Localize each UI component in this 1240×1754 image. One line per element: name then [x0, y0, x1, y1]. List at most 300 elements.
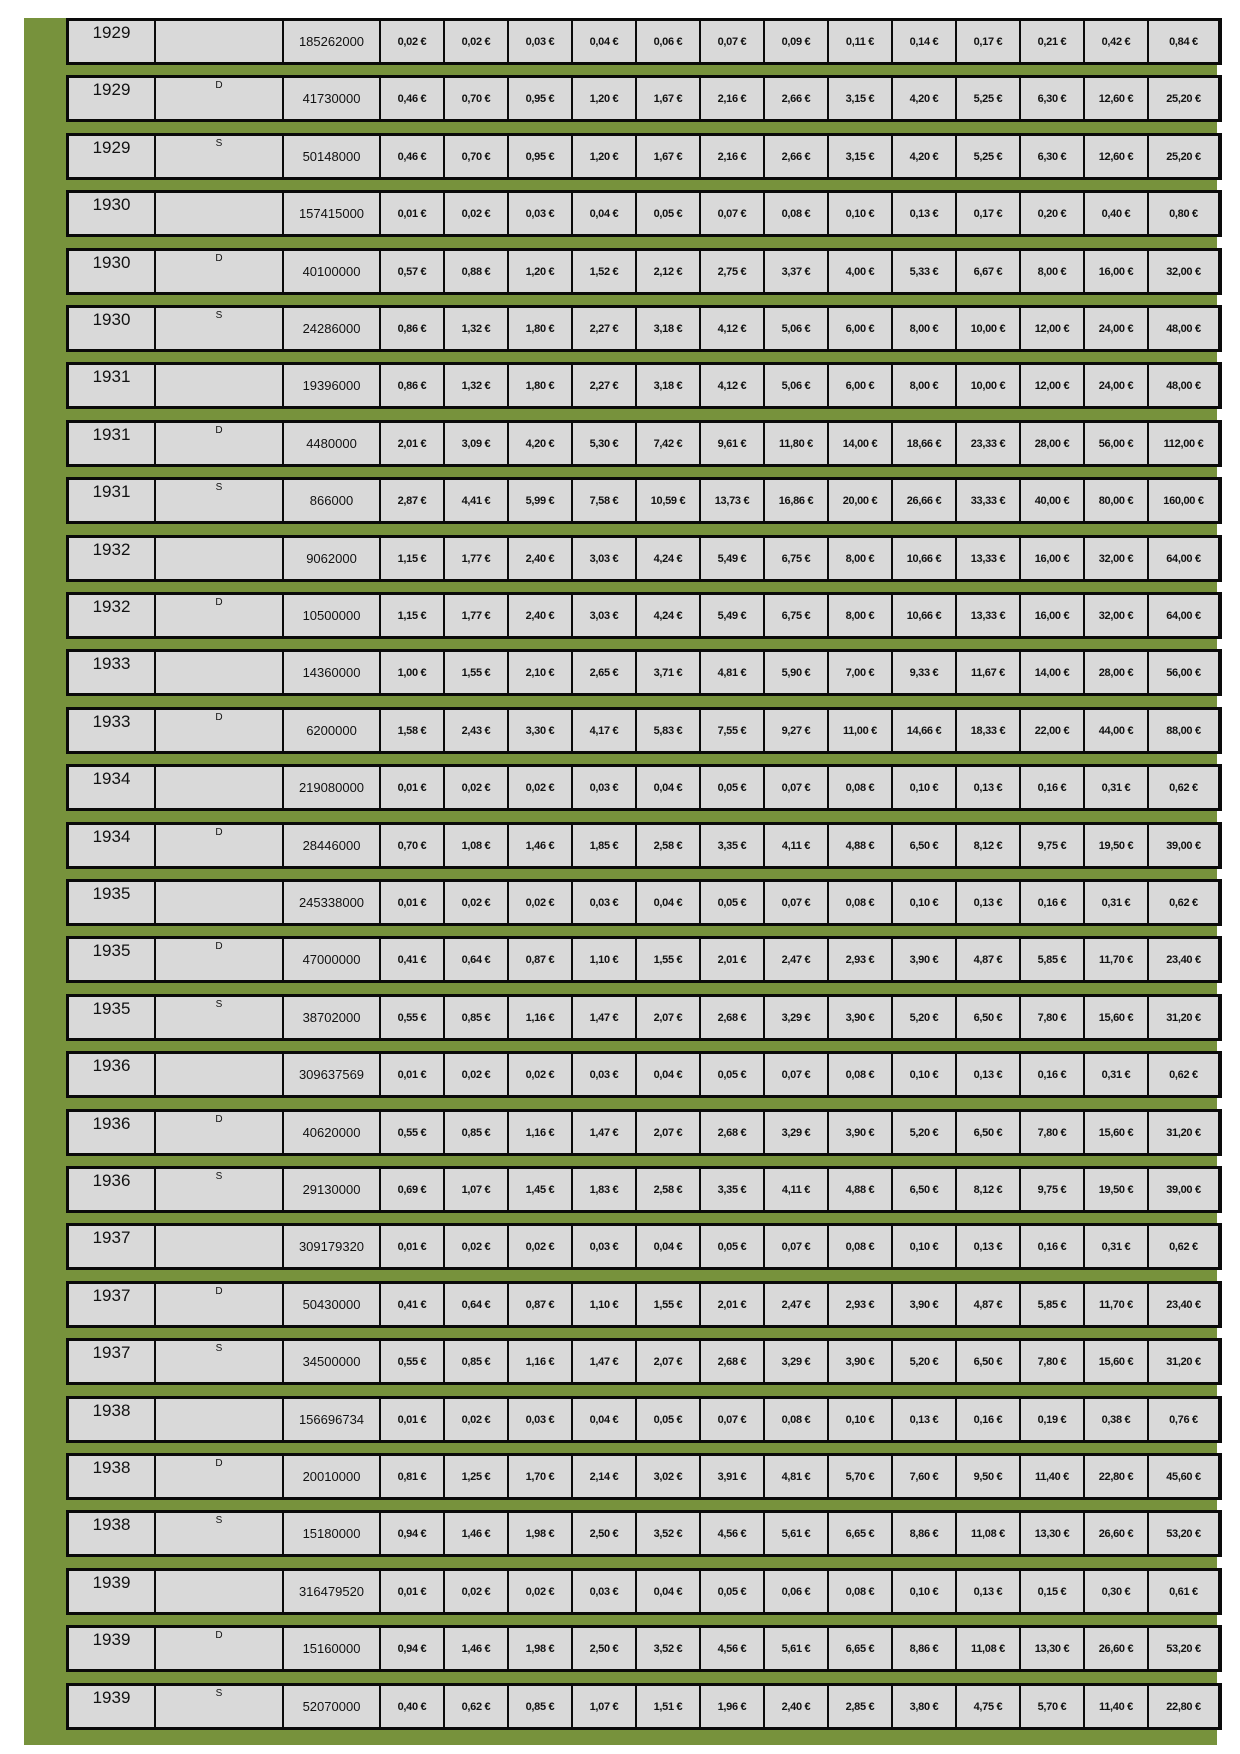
price-cell: 0,81 €: [381, 1456, 445, 1497]
price-cell: 0,01 €: [381, 1054, 445, 1095]
mint-mark-cell: S: [156, 1686, 284, 1727]
price-cell: 18,33 €: [957, 710, 1021, 751]
price-cell: 5,61 €: [765, 1513, 829, 1554]
price-cell: 0,04 €: [573, 21, 637, 62]
mintage-cell: 41730000: [284, 78, 381, 119]
price-cell: 23,40 €: [1149, 1284, 1218, 1325]
price-cell: 8,86 €: [893, 1513, 957, 1554]
price-cell: 9,75 €: [1021, 1169, 1085, 1210]
table-row: [66, 1568, 1222, 1615]
price-cell: 13,33 €: [957, 595, 1021, 636]
price-cell: 32,00 €: [1085, 538, 1149, 579]
price-cell: 0,04 €: [637, 1571, 701, 1612]
price-cell: 56,00 €: [1149, 652, 1218, 693]
price-cell: 31,20 €: [1149, 1112, 1218, 1153]
price-cell: 5,70 €: [1021, 1686, 1085, 1727]
price-cell: 0,10 €: [829, 193, 893, 234]
price-cell: 0,10 €: [893, 1226, 957, 1267]
mint-mark-cell: S: [156, 1513, 284, 1554]
table-row: [66, 18, 1222, 65]
price-cell: 0,01 €: [381, 767, 445, 808]
price-cell: 6,65 €: [829, 1513, 893, 1554]
table-row: [66, 1223, 1222, 1270]
price-cell: 5,70 €: [829, 1456, 893, 1497]
mintage-cell: 9062000: [284, 538, 381, 579]
price-cell: 0,40 €: [381, 1686, 445, 1727]
mintage-cell: 47000000: [284, 939, 381, 980]
price-cell: 0,16 €: [957, 1399, 1021, 1440]
price-cell: 8,00 €: [829, 538, 893, 579]
price-cell: 0,85 €: [445, 997, 509, 1038]
mintage-cell: 219080000: [284, 767, 381, 808]
price-cell: 0,55 €: [381, 1341, 445, 1382]
price-cell: 9,50 €: [957, 1456, 1021, 1497]
price-cell: 0,02 €: [509, 882, 573, 923]
price-cell: 1,77 €: [445, 595, 509, 636]
year-cell: 1934: [69, 825, 156, 866]
mintage-cell: 316479520: [284, 1571, 381, 1612]
mintage-cell: 15180000: [284, 1513, 381, 1554]
price-cell: 0,08 €: [829, 1054, 893, 1095]
price-cell: 0,13 €: [957, 1054, 1021, 1095]
year-cell: 1930: [69, 193, 156, 234]
price-cell: 24,00 €: [1085, 308, 1149, 349]
price-cell: 0,94 €: [381, 1513, 445, 1554]
price-cell: 3,52 €: [637, 1513, 701, 1554]
price-cell: 0,05 €: [701, 1571, 765, 1612]
price-cell: 5,20 €: [893, 1112, 957, 1153]
year-cell: 1932: [69, 595, 156, 636]
price-cell: 0,16 €: [1021, 767, 1085, 808]
price-cell: 4,81 €: [701, 652, 765, 693]
mint-mark-cell: [156, 882, 284, 923]
price-cell: 2,68 €: [701, 1341, 765, 1382]
mint-mark-cell: [156, 365, 284, 406]
price-cell: 4,41 €: [445, 480, 509, 521]
price-cell: 10,59 €: [637, 480, 701, 521]
price-cell: 0,01 €: [381, 882, 445, 923]
price-cell: 11,80 €: [765, 423, 829, 464]
year-cell: 1938: [69, 1399, 156, 1440]
price-cell: 7,80 €: [1021, 1112, 1085, 1153]
price-cell: 5,85 €: [1021, 939, 1085, 980]
price-cell: 11,70 €: [1085, 1284, 1149, 1325]
price-cell: 0,13 €: [957, 767, 1021, 808]
price-cell: 4,56 €: [701, 1628, 765, 1669]
price-cell: 4,20 €: [893, 136, 957, 177]
price-cell: 1,85 €: [573, 825, 637, 866]
price-cell: 22,80 €: [1085, 1456, 1149, 1497]
price-cell: 4,12 €: [701, 365, 765, 406]
price-cell: 1,45 €: [509, 1169, 573, 1210]
year-cell: 1931: [69, 423, 156, 464]
year-cell: 1933: [69, 652, 156, 693]
price-cell: 4,87 €: [957, 1284, 1021, 1325]
price-cell: 0,16 €: [1021, 882, 1085, 923]
price-cell: 32,00 €: [1149, 251, 1218, 292]
table-row: [66, 1281, 1222, 1328]
price-cell: 0,16 €: [1021, 1226, 1085, 1267]
price-cell: 0,02 €: [509, 767, 573, 808]
price-cell: 0,03 €: [573, 767, 637, 808]
price-cell: 0,84 €: [1149, 21, 1218, 62]
year-cell: 1936: [69, 1169, 156, 1210]
price-cell: 2,47 €: [765, 1284, 829, 1325]
price-cell: 0,94 €: [381, 1628, 445, 1669]
price-cell: 0,01 €: [381, 1226, 445, 1267]
year-cell: 1938: [69, 1456, 156, 1497]
price-cell: 1,55 €: [637, 939, 701, 980]
price-cell: 0,55 €: [381, 1112, 445, 1153]
price-cell: 0,76 €: [1149, 1399, 1218, 1440]
price-cell: 2,10 €: [509, 652, 573, 693]
price-cell: 20,00 €: [829, 480, 893, 521]
price-cell: 0,07 €: [765, 1226, 829, 1267]
price-cell: 5,49 €: [701, 538, 765, 579]
price-cell: 16,00 €: [1021, 595, 1085, 636]
mint-mark-cell: [156, 652, 284, 693]
price-cell: 0,13 €: [893, 193, 957, 234]
price-cell: 3,90 €: [829, 1112, 893, 1153]
price-cell: 13,33 €: [957, 538, 1021, 579]
price-cell: 0,95 €: [509, 136, 573, 177]
year-cell: 1931: [69, 365, 156, 406]
price-cell: 0,04 €: [637, 767, 701, 808]
mint-mark-cell: D: [156, 825, 284, 866]
price-cell: 0,10 €: [893, 882, 957, 923]
price-cell: 3,15 €: [829, 78, 893, 119]
mint-mark-cell: [156, 1399, 284, 1440]
price-cell: 31,20 €: [1149, 997, 1218, 1038]
price-cell: 2,01 €: [381, 423, 445, 464]
price-cell: 6,50 €: [957, 997, 1021, 1038]
mint-mark-cell: D: [156, 1456, 284, 1497]
price-cell: 0,15 €: [1021, 1571, 1085, 1612]
mintage-cell: 15160000: [284, 1628, 381, 1669]
price-cell: 6,00 €: [829, 308, 893, 349]
mintage-cell: 309637569: [284, 1054, 381, 1095]
price-cell: 11,40 €: [1021, 1456, 1085, 1497]
price-cell: 0,01 €: [381, 193, 445, 234]
price-cell: 6,50 €: [957, 1341, 1021, 1382]
price-cell: 0,05 €: [701, 767, 765, 808]
price-cell: 2,58 €: [637, 825, 701, 866]
price-cell: 0,62 €: [445, 1686, 509, 1727]
mint-mark-cell: [156, 1226, 284, 1267]
price-cell: 0,07 €: [701, 193, 765, 234]
price-cell: 0,02 €: [445, 1399, 509, 1440]
price-cell: 7,60 €: [893, 1456, 957, 1497]
price-cell: 2,68 €: [701, 997, 765, 1038]
mint-mark-cell: D: [156, 1112, 284, 1153]
price-cell: 2,16 €: [701, 136, 765, 177]
price-cell: 0,85 €: [445, 1341, 509, 1382]
price-cell: 64,00 €: [1149, 538, 1218, 579]
price-cell: 2,75 €: [701, 251, 765, 292]
mintage-cell: 38702000: [284, 997, 381, 1038]
price-cell: 26,60 €: [1085, 1628, 1149, 1669]
table-row: [66, 764, 1222, 811]
mint-mark-cell: D: [156, 595, 284, 636]
price-cell: 22,80 €: [1149, 1686, 1218, 1727]
price-cell: 26,66 €: [893, 480, 957, 521]
price-cell: 2,12 €: [637, 251, 701, 292]
price-cell: 11,08 €: [957, 1513, 1021, 1554]
price-cell: 1,07 €: [445, 1169, 509, 1210]
price-cell: 4,87 €: [957, 939, 1021, 980]
mint-mark-cell: S: [156, 997, 284, 1038]
price-cell: 9,33 €: [893, 652, 957, 693]
price-cell: 0,64 €: [445, 939, 509, 980]
price-cell: 0,07 €: [765, 1054, 829, 1095]
table-row: [66, 994, 1222, 1041]
price-cell: 3,52 €: [637, 1628, 701, 1669]
price-cell: 0,13 €: [957, 882, 1021, 923]
page-background-panel: [24, 18, 1217, 1745]
price-cell: 2,01 €: [701, 939, 765, 980]
price-cell: 4,88 €: [829, 825, 893, 866]
mintage-cell: 50430000: [284, 1284, 381, 1325]
price-cell: 0,21 €: [1021, 21, 1085, 62]
mint-mark-cell: D: [156, 710, 284, 751]
price-cell: 1,15 €: [381, 595, 445, 636]
price-cell: 1,32 €: [445, 365, 509, 406]
price-cell: 2,58 €: [637, 1169, 701, 1210]
price-cell: 1,00 €: [381, 652, 445, 693]
table-row: [66, 420, 1222, 467]
price-cell: 4,24 €: [637, 538, 701, 579]
price-cell: 28,00 €: [1021, 423, 1085, 464]
price-cell: 11,70 €: [1085, 939, 1149, 980]
price-cell: 4,17 €: [573, 710, 637, 751]
price-cell: 4,24 €: [637, 595, 701, 636]
table-row: [66, 190, 1222, 237]
table-row: [66, 592, 1222, 639]
mintage-cell: 14360000: [284, 652, 381, 693]
price-cell: 0,30 €: [1085, 1571, 1149, 1612]
price-cell: 0,07 €: [701, 21, 765, 62]
price-cell: 2,93 €: [829, 939, 893, 980]
price-cell: 3,90 €: [829, 997, 893, 1038]
year-cell: 1929: [69, 21, 156, 62]
price-cell: 24,00 €: [1085, 365, 1149, 406]
price-cell: 2,47 €: [765, 939, 829, 980]
price-cell: 13,30 €: [1021, 1513, 1085, 1554]
price-cell: 0,05 €: [637, 193, 701, 234]
year-cell: 1935: [69, 882, 156, 923]
price-cell: 2,40 €: [509, 595, 573, 636]
price-cell: 2,85 €: [829, 1686, 893, 1727]
price-cell: 0,14 €: [893, 21, 957, 62]
price-cell: 0,16 €: [1021, 1054, 1085, 1095]
price-cell: 0,04 €: [573, 1399, 637, 1440]
price-cell: 112,00 €: [1149, 423, 1218, 464]
mint-mark-cell: S: [156, 308, 284, 349]
price-cell: 11,08 €: [957, 1628, 1021, 1669]
price-cell: 1,46 €: [445, 1513, 509, 1554]
price-cell: 4,75 €: [957, 1686, 1021, 1727]
price-cell: 11,40 €: [1085, 1686, 1149, 1727]
price-cell: 0,13 €: [957, 1571, 1021, 1612]
price-cell: 0,02 €: [445, 21, 509, 62]
price-cell: 5,06 €: [765, 308, 829, 349]
price-cell: 23,33 €: [957, 423, 1021, 464]
price-cell: 12,60 €: [1085, 78, 1149, 119]
price-cell: 1,52 €: [573, 251, 637, 292]
price-cell: 4,20 €: [893, 78, 957, 119]
price-cell: 0,01 €: [381, 1571, 445, 1612]
price-cell: 0,87 €: [509, 939, 573, 980]
price-cell: 0,01 €: [381, 1399, 445, 1440]
price-cell: 5,61 €: [765, 1628, 829, 1669]
price-cell: 32,00 €: [1085, 595, 1149, 636]
year-cell: 1930: [69, 308, 156, 349]
year-cell: 1929: [69, 78, 156, 119]
price-cell: 3,29 €: [765, 1112, 829, 1153]
price-cell: 22,00 €: [1021, 710, 1085, 751]
price-cell: 48,00 €: [1149, 365, 1218, 406]
table-row: [66, 305, 1222, 352]
price-cell: 1,46 €: [445, 1628, 509, 1669]
price-cell: 3,90 €: [893, 939, 957, 980]
price-cell: 2,14 €: [573, 1456, 637, 1497]
mint-mark-cell: S: [156, 1169, 284, 1210]
price-cell: 5,20 €: [893, 1341, 957, 1382]
mintage-cell: 309179320: [284, 1226, 381, 1267]
mintage-cell: 29130000: [284, 1169, 381, 1210]
price-cell: 0,11 €: [829, 21, 893, 62]
price-cell: 0,69 €: [381, 1169, 445, 1210]
year-cell: 1937: [69, 1284, 156, 1325]
mintage-cell: 245338000: [284, 882, 381, 923]
price-cell: 0,02 €: [445, 1571, 509, 1612]
table-row: [66, 1683, 1222, 1730]
table-row: [66, 362, 1222, 409]
table-row: [66, 75, 1222, 122]
price-cell: 1,83 €: [573, 1169, 637, 1210]
price-cell: 1,80 €: [509, 365, 573, 406]
price-cell: 5,30 €: [573, 423, 637, 464]
price-cell: 1,32 €: [445, 308, 509, 349]
price-cell: 0,03 €: [509, 1399, 573, 1440]
mintage-cell: 10500000: [284, 595, 381, 636]
price-cell: 3,71 €: [637, 652, 701, 693]
price-cell: 1,58 €: [381, 710, 445, 751]
price-cell: 5,33 €: [893, 251, 957, 292]
price-cell: 0,05 €: [701, 1226, 765, 1267]
price-cell: 0,02 €: [445, 1054, 509, 1095]
price-cell: 3,15 €: [829, 136, 893, 177]
price-cell: 0,08 €: [829, 882, 893, 923]
price-cell: 1,10 €: [573, 939, 637, 980]
price-cell: 6,30 €: [1021, 78, 1085, 119]
price-cell: 0,02 €: [509, 1054, 573, 1095]
price-cell: 10,66 €: [893, 595, 957, 636]
price-cell: 0,02 €: [509, 1226, 573, 1267]
price-cell: 1,08 €: [445, 825, 509, 866]
mint-mark-cell: [156, 193, 284, 234]
price-cell: 3,29 €: [765, 997, 829, 1038]
price-cell: 6,00 €: [829, 365, 893, 406]
price-cell: 4,12 €: [701, 308, 765, 349]
price-cell: 0,02 €: [445, 767, 509, 808]
mintage-cell: 185262000: [284, 21, 381, 62]
price-cell: 0,85 €: [509, 1686, 573, 1727]
mintage-cell: 20010000: [284, 1456, 381, 1497]
price-cell: 5,85 €: [1021, 1284, 1085, 1325]
price-cell: 1,55 €: [445, 652, 509, 693]
price-cell: 1,98 €: [509, 1628, 573, 1669]
price-cell: 8,86 €: [893, 1628, 957, 1669]
price-cell: 1,25 €: [445, 1456, 509, 1497]
price-cell: 1,46 €: [509, 825, 573, 866]
price-cell: 12,00 €: [1021, 308, 1085, 349]
price-cell: 0,04 €: [573, 193, 637, 234]
price-cell: 7,58 €: [573, 480, 637, 521]
mint-mark-cell: [156, 1571, 284, 1612]
price-cell: 3,30 €: [509, 710, 573, 751]
price-cell: 4,56 €: [701, 1513, 765, 1554]
price-cell: 31,20 €: [1149, 1341, 1218, 1382]
price-cell: 9,61 €: [701, 423, 765, 464]
mintage-cell: 24286000: [284, 308, 381, 349]
price-cell: 53,20 €: [1149, 1628, 1218, 1669]
price-cell: 2,65 €: [573, 652, 637, 693]
price-cell: 5,25 €: [957, 136, 1021, 177]
price-cell: 9,75 €: [1021, 825, 1085, 866]
price-cell: 2,16 €: [701, 78, 765, 119]
price-cell: 1,20 €: [573, 78, 637, 119]
price-cell: 15,60 €: [1085, 997, 1149, 1038]
price-cell: 5,99 €: [509, 480, 573, 521]
table-row: [66, 1166, 1222, 1213]
price-cell: 1,67 €: [637, 136, 701, 177]
price-cell: 1,96 €: [701, 1686, 765, 1727]
price-cell: 48,00 €: [1149, 308, 1218, 349]
price-cell: 3,29 €: [765, 1341, 829, 1382]
price-cell: 40,00 €: [1021, 480, 1085, 521]
price-cell: 0,87 €: [509, 1284, 573, 1325]
price-cell: 0,07 €: [765, 882, 829, 923]
price-cell: 0,08 €: [765, 1399, 829, 1440]
price-cell: 25,20 €: [1149, 78, 1218, 119]
price-cell: 0,02 €: [509, 1571, 573, 1612]
price-cell: 0,07 €: [701, 1399, 765, 1440]
price-cell: 6,65 €: [829, 1628, 893, 1669]
price-cell: 80,00 €: [1085, 480, 1149, 521]
price-cell: 0,46 €: [381, 136, 445, 177]
mint-mark-cell: S: [156, 480, 284, 521]
price-cell: 88,00 €: [1149, 710, 1218, 751]
price-cell: 6,75 €: [765, 538, 829, 579]
price-cell: 2,27 €: [573, 308, 637, 349]
price-cell: 0,17 €: [957, 21, 1021, 62]
price-cell: 1,70 €: [509, 1456, 573, 1497]
table-row: [66, 1510, 1222, 1557]
price-cell: 14,00 €: [1021, 652, 1085, 693]
price-cell: 0,46 €: [381, 78, 445, 119]
price-cell: 0,10 €: [829, 1399, 893, 1440]
price-cell: 25,20 €: [1149, 136, 1218, 177]
price-cell: 2,07 €: [637, 1112, 701, 1153]
year-cell: 1936: [69, 1112, 156, 1153]
price-cell: 0,57 €: [381, 251, 445, 292]
price-cell: 44,00 €: [1085, 710, 1149, 751]
price-cell: 2,40 €: [765, 1686, 829, 1727]
price-cell: 0,06 €: [637, 21, 701, 62]
price-cell: 2,66 €: [765, 78, 829, 119]
price-cell: 10,00 €: [957, 365, 1021, 406]
